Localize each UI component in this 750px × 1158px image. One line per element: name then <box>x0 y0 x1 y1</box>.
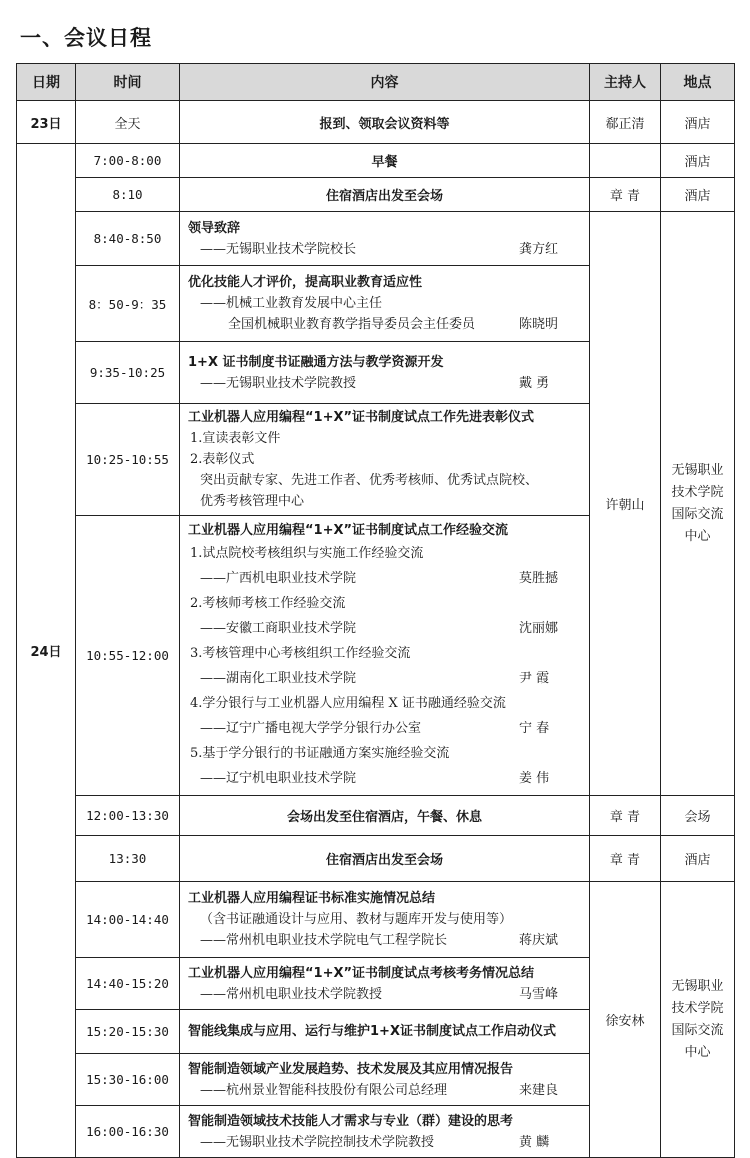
item-title: 智能线集成与应用、运行与维护1+X证书制度试点工作启动仪式 <box>188 1024 556 1039</box>
item-title: 领导致辞 <box>188 220 241 236</box>
place-cell: 酒店 <box>661 178 735 212</box>
place-cell <box>661 882 735 1158</box>
content-cell: 会场出发至住宿酒店，午餐、休息 <box>180 796 590 836</box>
place-cell: 酒店 <box>661 101 735 144</box>
item-line: 5.基于学分银行的书证融通方案实施经验交流 <box>190 746 450 761</box>
item-title: 工业机器人应用编程“1+X”证书制度试点工作先进表彰仪式 <box>188 410 535 425</box>
content-cell <box>180 1106 590 1158</box>
item-line: 1.宣读表彰文件 <box>190 431 281 446</box>
content-cell: 住宿酒店出发至会场 <box>180 836 590 882</box>
content-cell: 早餐 <box>180 144 590 178</box>
place-line: 国际交流 <box>671 1022 724 1038</box>
table-row <box>17 178 735 212</box>
time-cell: 15:30-16:00 <box>76 1054 180 1106</box>
host-cell: 郗正清 <box>590 101 661 144</box>
place-line: 技术学院 <box>671 484 724 500</box>
table-row <box>17 144 735 178</box>
speaker-line <box>188 930 579 951</box>
content-cell: 住宿酒店出发至会场 <box>180 178 590 212</box>
speaker-line <box>188 984 579 1005</box>
item-line: 2.考核师考核工作经验交流 <box>190 596 346 611</box>
item-title: 智能制造领域技术技能人才需求与专业（群）建设的思考 <box>188 1113 514 1129</box>
time-cell: 16:00-16:30 <box>76 1106 180 1158</box>
speaker-name: 尹 霞 <box>519 671 550 686</box>
speaker-name: 黄 麟 <box>519 1134 550 1150</box>
time-cell: 10:55-12:00 <box>76 516 180 796</box>
time-cell: 15:20-15:30 <box>76 1010 180 1054</box>
header-host: 主持人 <box>590 64 661 101</box>
speaker-line <box>188 716 579 741</box>
speaker-title: ——杭州景业智能科技股份有限公司总经理 <box>200 1082 448 1098</box>
time-cell: 10:25-10:55 <box>76 404 180 516</box>
time-cell: 14:40-15:20 <box>76 958 180 1010</box>
item-line: （含书证融通设计与应用、教材与题库开发与使用等） <box>200 912 513 927</box>
speaker-title: ——湖南化工职业技术学院 <box>200 671 357 686</box>
place-line: 无锡职业 <box>671 978 724 994</box>
speaker-name: 莫胜撼 <box>519 571 559 586</box>
place-line: 技术学院 <box>671 1000 724 1016</box>
speaker-title: ——辽宁广播电视大学学分银行办公室 <box>200 721 422 736</box>
table-header-row <box>17 64 735 101</box>
content-cell <box>180 958 590 1010</box>
header-place: 地点 <box>661 64 735 101</box>
speaker-line <box>188 766 579 791</box>
item-line: 优秀考核管理中心 <box>200 494 305 509</box>
speaker-name: 戴 勇 <box>519 375 550 391</box>
item-title: 智能制造领域产业发展趋势、技术发展及其应用情况报告 <box>188 1061 514 1077</box>
content-cell <box>180 516 590 796</box>
host-cell: 章 青 <box>590 178 661 212</box>
schedule-table <box>16 63 735 1158</box>
speaker-name: 蒋庆斌 <box>519 933 559 948</box>
table-row <box>17 796 735 836</box>
content-cell <box>180 1010 590 1054</box>
item-title: 工业机器人应用编程“1+X”证书制度试点工作经验交流 <box>188 523 509 538</box>
speaker-line <box>188 1132 579 1153</box>
content-cell <box>180 882 590 958</box>
item-line: 突出贡献专家、先进工作者、优秀考核师、优秀试点院校、 <box>200 473 539 488</box>
host-cell <box>590 144 661 178</box>
content-cell <box>180 342 590 404</box>
speaker-title: ——机械工业教育发展中心主任 <box>200 296 383 311</box>
speaker-title: ——辽宁机电职业技术学院 <box>200 771 357 786</box>
item-line: 1.试点院校考核组织与实施工作经验交流 <box>190 546 424 561</box>
host-cell: 徐安林 <box>590 882 661 1158</box>
speaker-name: 沈丽娜 <box>519 621 559 636</box>
speaker-line <box>188 314 579 335</box>
speaker-name: 陈晓明 <box>519 317 559 332</box>
speaker-title: ——无锡职业技术学院校长 <box>200 241 357 257</box>
speaker-title: ——无锡职业技术学院控制技术学院教授 <box>200 1134 435 1150</box>
speaker-title: ——广西机电职业技术学院 <box>200 571 357 586</box>
content-cell: 报到、领取会议资料等 <box>180 101 590 144</box>
header-date: 日期 <box>17 64 76 101</box>
speaker-line <box>188 239 579 260</box>
item-line: 2.表彰仪式 <box>190 452 255 467</box>
speaker-title: ——安徽工商职业技术学院 <box>200 621 357 636</box>
speaker-title: 全国机械职业教育教学指导委员会主任委员 <box>228 317 476 332</box>
section-title: 一、会议日程 <box>20 26 152 50</box>
place-cell <box>661 212 735 796</box>
place-cell: 酒店 <box>661 144 735 178</box>
speaker-name: 龚方红 <box>519 241 559 257</box>
speaker-line <box>188 293 579 314</box>
host-cell: 许朝山 <box>590 212 661 796</box>
speaker-line <box>188 616 579 641</box>
time-cell: 8:40-8:50 <box>76 212 180 266</box>
table-row <box>17 836 735 882</box>
date-cell: 23日 <box>17 101 76 144</box>
item-title: 工业机器人应用编程证书标准实施情况总结 <box>188 891 436 906</box>
time-cell: 全天 <box>76 101 180 144</box>
speaker-title: ——常州机电职业技术学院教授 <box>200 986 383 1002</box>
place-line: 中心 <box>684 1044 711 1060</box>
content-cell <box>180 266 590 342</box>
time-cell: 9:35-10:25 <box>76 342 180 404</box>
item-line: 3.考核管理中心考核组织工作经验交流 <box>190 646 411 661</box>
time-cell: 14:00-14:40 <box>76 882 180 958</box>
speaker-line <box>188 373 579 394</box>
speaker-title: ——无锡职业技术学院教授 <box>200 375 357 391</box>
speaker-name: 姜 伟 <box>519 771 550 786</box>
place-line: 无锡职业 <box>671 462 724 478</box>
speaker-line <box>188 566 579 591</box>
date-cell: 24日 <box>17 144 76 1158</box>
speaker-title: ——常州机电职业技术学院电气工程学院长 <box>200 933 448 948</box>
item-title: 优化技能人才评价，提高职业教育适应性 <box>188 275 423 290</box>
host-cell: 章 青 <box>590 796 661 836</box>
time-cell: 12:00-13:30 <box>76 796 180 836</box>
item-line: 4.学分银行与工业机器人应用编程 X 证书融通经验交流 <box>190 696 506 711</box>
speaker-line <box>188 666 579 691</box>
time-cell: 13:30 <box>76 836 180 882</box>
table-row <box>17 882 735 958</box>
time-cell: 8:10 <box>76 178 180 212</box>
item-title: 工业机器人应用编程“1+X”证书制度试点考核考务情况总结 <box>188 965 535 981</box>
speaker-name: 来建良 <box>519 1082 559 1098</box>
header-content: 内容 <box>180 64 590 101</box>
content-cell <box>180 212 590 266</box>
speaker-line <box>188 1080 579 1101</box>
place-line: 国际交流 <box>671 506 724 522</box>
place-cell: 酒店 <box>661 836 735 882</box>
place-cell: 会场 <box>661 796 735 836</box>
host-cell: 章 青 <box>590 836 661 882</box>
speaker-name: 宁 春 <box>519 721 550 736</box>
table-row <box>17 212 735 266</box>
content-cell <box>180 1054 590 1106</box>
item-title: 1+X 证书制度书证融通方法与教学资源开发 <box>188 354 444 370</box>
header-time: 时间 <box>76 64 180 101</box>
time-cell: 7:00-8:00 <box>76 144 180 178</box>
time-cell: 8：50-9：35 <box>76 266 180 342</box>
content-cell <box>180 404 590 516</box>
place-line: 中心 <box>684 528 711 544</box>
speaker-name: 马雪峰 <box>519 986 559 1002</box>
table-row <box>17 101 735 144</box>
